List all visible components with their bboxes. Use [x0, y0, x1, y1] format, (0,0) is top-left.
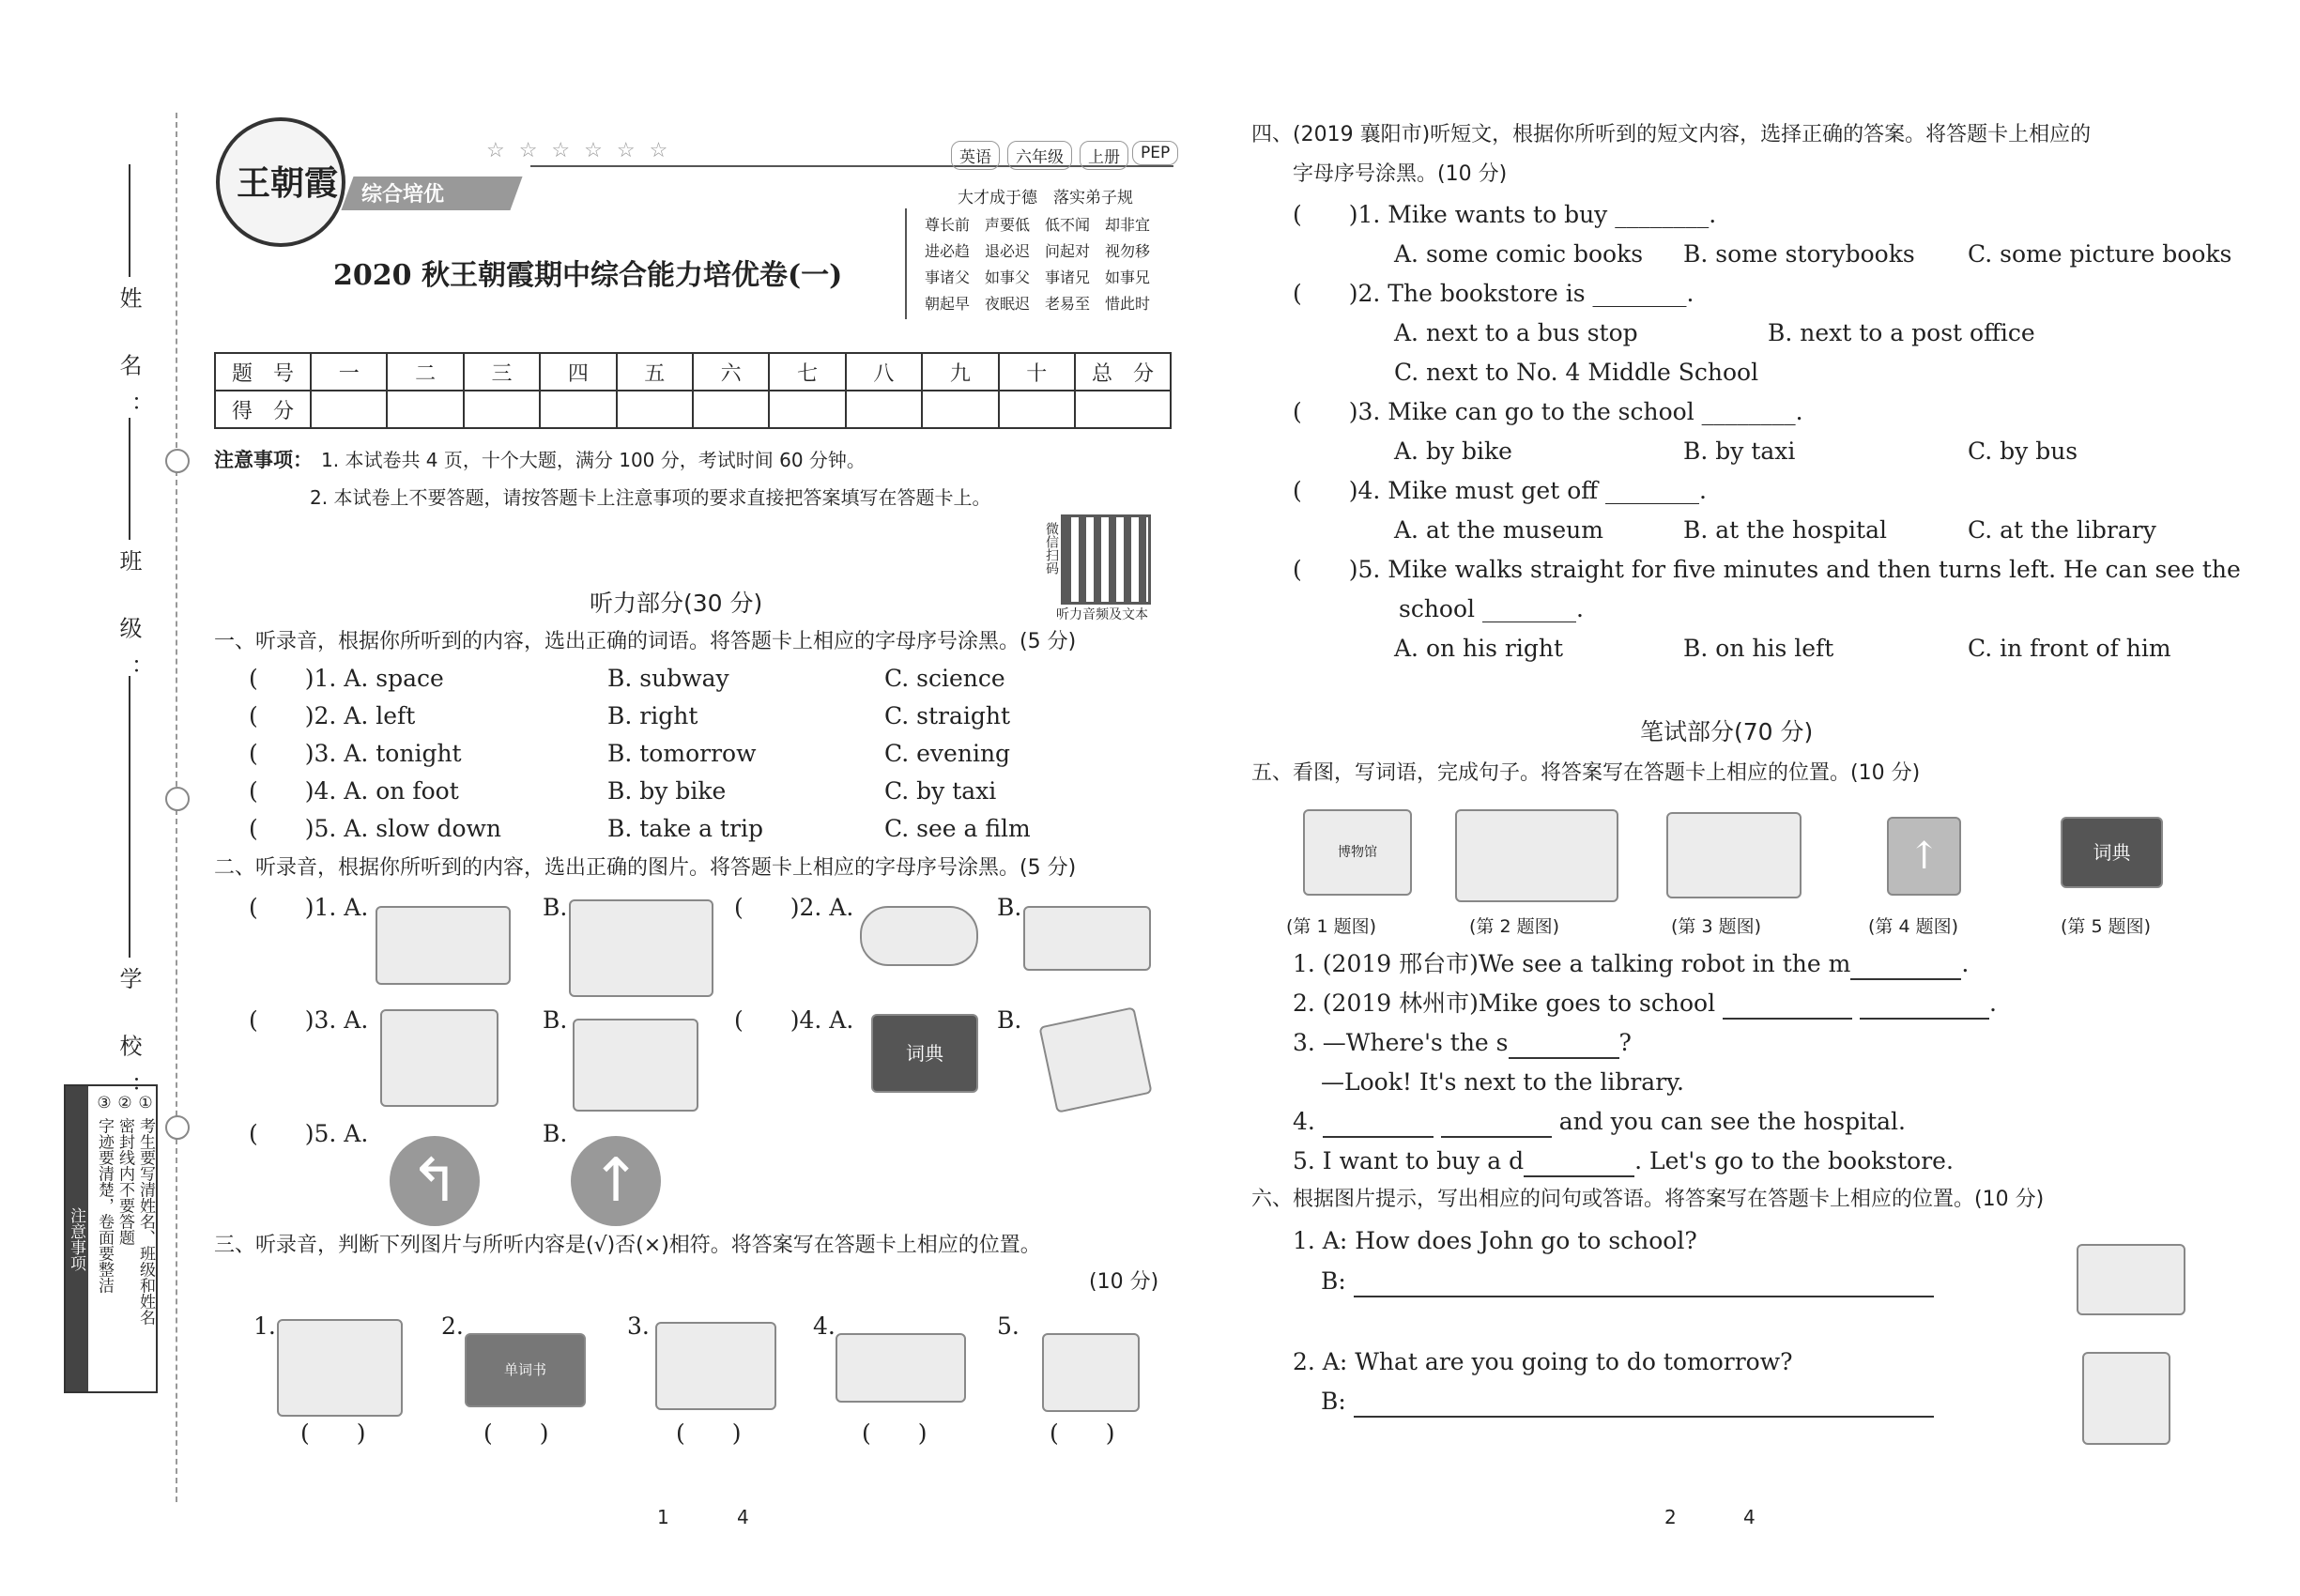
header-rule	[530, 165, 1173, 167]
s5-l3b: —Look! It's next to the library.	[1321, 1068, 1684, 1096]
score-table-header-row	[215, 353, 1171, 391]
verse-rule	[905, 208, 907, 319]
s5-l4-num: 4.	[1293, 1108, 1315, 1135]
s4-option: B. some storybooks	[1683, 240, 1915, 268]
answer-blank[interactable]	[1860, 990, 1989, 1020]
s3-num: 2.	[441, 1312, 464, 1340]
name-line[interactable]	[129, 164, 130, 277]
page-total: 4	[1743, 1506, 1756, 1528]
s4-option: A. on his right	[1394, 635, 1564, 662]
s3-num: 1.	[253, 1312, 276, 1340]
tag-term: 上册	[1080, 141, 1128, 170]
s1-option: C. straight	[884, 702, 1011, 729]
tag-edition: PEP	[1132, 141, 1178, 165]
score-input-cell[interactable]	[464, 391, 540, 428]
dictionary-picture: 词典	[871, 1014, 978, 1093]
town-map-picture	[569, 899, 713, 997]
s1-option: C. science	[884, 665, 1005, 692]
section-1-title: 一、听录音，根据你所听到的内容，选出正确的词语。将答题卡上相应的字母序号涂黑。(5 分)	[214, 630, 1077, 653]
verse-line: 尊长前 声要低 低不闻 却非宜	[925, 216, 1151, 234]
score-cell: 十	[999, 353, 1075, 391]
score-cell: 五	[617, 353, 693, 391]
word-books-picture: 单词书	[465, 1333, 586, 1407]
page-number: 2	[1664, 1506, 1677, 1528]
s2-q1: ( )1. A.	[249, 894, 369, 921]
ship-picture	[1023, 906, 1151, 971]
s4-option: B. on his left	[1683, 635, 1834, 662]
s4-option: B. by taxi	[1683, 437, 1796, 465]
score-input-cell[interactable]	[846, 391, 922, 428]
section-3-points: (10 分)	[1089, 1270, 1159, 1294]
answer-line[interactable]	[1354, 1267, 1934, 1297]
score-cell: 七	[769, 353, 845, 391]
score-input-cell[interactable]	[540, 391, 616, 428]
s6-q1-b	[1321, 1267, 1934, 1297]
notice-line-1: 1. 本试卷共 4 页，十个大题，满分 100 分，考试时间 60 分钟。	[321, 449, 866, 471]
park-picture	[655, 1322, 776, 1410]
answer-blank[interactable]	[1723, 990, 1852, 1020]
section-6-title: 六、根据图片提示，写出相应的问句或答语。将答案写在答题卡上相应的位置。(10 分)	[1251, 1188, 2045, 1211]
caption: (第 1 题图)	[1286, 916, 1376, 937]
score-input-cell[interactable]	[693, 391, 769, 428]
notice-line-2: 2. 本试卷上不要答题，请按答题卡上注意事项的要求直接把答案填写在答题卡上。	[310, 486, 991, 509]
qr-caption: 听力音频及文本	[1056, 607, 1148, 622]
cycling-picture	[573, 1019, 698, 1112]
school-label: 学 校：	[115, 967, 142, 1117]
taxi-picture	[1042, 1333, 1140, 1412]
s6-b-label: B:	[1321, 1267, 1346, 1295]
page-title: 2020 秋王朝霞期中综合能力培优卷(一)	[333, 259, 843, 292]
verse-line: 朝起早 夜眠迟 老易至 惜此时	[925, 295, 1151, 313]
s3-answer-paren[interactable]: ( )	[676, 1420, 742, 1447]
s1-option: C. see a film	[884, 815, 1031, 842]
score-input-cell[interactable]	[617, 391, 693, 428]
margin-note: ② 密封线内不要答题	[115, 1094, 134, 1246]
s3-num: 4.	[813, 1312, 836, 1340]
s2-q4: ( )4. A.	[734, 1006, 854, 1034]
caption: (第 3 题图)	[1671, 916, 1761, 937]
cinema-picture	[2082, 1352, 2170, 1445]
s4-option: C. some picture books	[1968, 240, 2232, 268]
score-table	[214, 352, 1172, 429]
s3-answer-paren[interactable]: ( )	[300, 1420, 366, 1447]
score-input-cell[interactable]	[1075, 391, 1171, 428]
page-total: 4	[737, 1506, 749, 1528]
map-picture	[836, 1333, 966, 1403]
s4-option: B. at the hospital	[1683, 516, 1887, 544]
s4-q5-cont: school ________.	[1399, 595, 1584, 622]
house-picture	[376, 906, 511, 985]
margin-notes-body	[94, 1094, 156, 1325]
section-5-title: 五、看图，写词语，完成句子。将答案写在答题卡上相应的位置。(10 分)	[1251, 761, 1921, 785]
tag-subject: 英语	[951, 141, 1000, 170]
page-number: 1	[657, 1506, 669, 1528]
s4-option: C. by bus	[1968, 437, 2078, 465]
s2-option-b: B.	[543, 1006, 568, 1034]
s1-item-2: ( )2. A. left	[249, 702, 416, 729]
s1-option: C. evening	[884, 740, 1011, 767]
s5-l4	[1293, 1108, 1906, 1138]
score-input-cell[interactable]	[999, 391, 1075, 428]
s2-option-b: B.	[543, 894, 568, 921]
answer-blank[interactable]	[1524, 1147, 1634, 1177]
class-line[interactable]	[129, 418, 130, 540]
straight-road-icon: ↑	[1887, 817, 1961, 896]
margin-note: ① 考生要写清姓名、班级和姓名	[136, 1094, 155, 1326]
s4-option: A. at the museum	[1394, 516, 1603, 544]
s5-l4-text: and you can see the hospital.	[1558, 1108, 1906, 1135]
s5-l1-text: 1. (2019 邢台市)We see a talking robot in the m	[1293, 950, 1851, 977]
brand-logo-text: 王朝霞	[237, 164, 339, 203]
binding-hole	[165, 1115, 190, 1140]
s1-option: C. by taxi	[884, 777, 997, 805]
s3-num: 3.	[627, 1312, 650, 1340]
s6-q2: 2. A: What are you going to do tomorrow?	[1293, 1348, 1793, 1375]
section-4-title: 四、(2019 襄阳市)听短文，根据你所听到的短文内容，选择正确的答案。将答题卡上相应的	[1251, 123, 2092, 146]
turn-left-icon: ↰	[390, 1136, 480, 1226]
s2-option-b: B.	[997, 894, 1022, 921]
class-label: 班 级：	[115, 549, 142, 699]
section-2-title: 二、听录音，根据你所听到的内容，选出正确的图片。将答题卡上相应的字母序号涂黑。(5 分)	[214, 856, 1077, 880]
s4-option: C. at the library	[1968, 516, 2156, 544]
s5-l2: 2. (2019 林州市)Mike goes to school .	[1293, 990, 1997, 1020]
go-straight-icon: ↑	[571, 1136, 661, 1226]
binding-hole	[165, 787, 190, 811]
score-input-cell[interactable]	[387, 391, 463, 428]
caption: (第 2 题图)	[1469, 916, 1559, 937]
dictionary-picture: 词典	[2061, 817, 2163, 888]
s4-q4: ( )4. Mike must get off ________.	[1293, 477, 1707, 504]
s4-option: C. next to No. 4 Middle School	[1394, 359, 1759, 386]
qr-code[interactable]	[1061, 514, 1151, 605]
margin-notes	[64, 1084, 158, 1393]
score-cell: 题 号	[215, 353, 311, 391]
difficulty-stars: ☆ ☆ ☆ ☆ ☆ ☆	[486, 139, 672, 162]
s2-option-b: B.	[543, 1120, 568, 1147]
writing-title: 笔试部分(70 分)	[1640, 718, 1814, 745]
family-walk-picture	[277, 1319, 403, 1417]
s2-q2: ( )2. A.	[734, 894, 854, 921]
s6-q2-b	[1321, 1388, 1934, 1418]
boy-walking-picture	[1455, 809, 1618, 902]
s2-q5: ( )5. A.	[249, 1120, 369, 1147]
answer-blank[interactable]	[1850, 950, 1961, 980]
s5-l1: 1. (2019 邢台市)We see a talking robot in the m .	[1293, 950, 1969, 980]
score-input-cell[interactable]	[922, 391, 998, 428]
verse-line: 进必趋 退必迟 问起对 视勿移	[925, 242, 1151, 260]
tag-grade: 六年级	[1007, 141, 1072, 170]
section-4-title-cont: 字母序号涂黑。(10 分)	[1293, 162, 1508, 186]
section-3-title: 三、听录音，判断下列图片与所听内容是(√)否(×)相符。将答案写在答题卡上相应的位置。	[214, 1234, 1041, 1257]
s1-item-3: ( )3. A. tonight	[249, 740, 462, 767]
s4-q1: ( )1. Mike wants to buy ________.	[1293, 201, 1717, 228]
score-cell: 三	[464, 353, 540, 391]
shopping-picture	[380, 1009, 498, 1107]
s5-l3: 3. —Where's the s ?	[1293, 1029, 1632, 1059]
s1-item-5: ( )5. A. slow down	[249, 815, 502, 842]
caption: (第 4 题图)	[1868, 916, 1958, 937]
s6-b-label: B:	[1321, 1388, 1346, 1415]
museum-picture: 博物馆	[1303, 809, 1412, 896]
margin-note: ③ 字迹要清楚，卷面要整洁	[95, 1094, 114, 1294]
score-cell: 六	[693, 353, 769, 391]
s1-option: B. right	[607, 702, 698, 729]
answer-blank[interactable]	[1509, 1029, 1619, 1059]
score-cell: 总 分	[1075, 353, 1171, 391]
score-input-cell[interactable]	[311, 391, 387, 428]
qr-side-text: 微信扫码	[1044, 522, 1059, 575]
s3-num: 5.	[997, 1312, 1020, 1340]
s5-l3-text: 3. —Where's the s	[1293, 1029, 1509, 1056]
s4-option: C. in front of him	[1968, 635, 2171, 662]
s3-answer-paren[interactable]: ( )	[483, 1420, 549, 1447]
s1-option: B. by bike	[607, 777, 727, 805]
s4-q2: ( )2. The bookstore is ________.	[1293, 280, 1694, 307]
score-cell: 九	[922, 353, 998, 391]
score-cell: 四	[540, 353, 616, 391]
s5-l5-text: 5. I want to buy a d	[1293, 1147, 1525, 1174]
brand-logo	[216, 117, 345, 247]
s5-l5	[1293, 1147, 1954, 1177]
caption: (第 5 题图)	[2061, 916, 2151, 937]
s1-option: B. tomorrow	[607, 740, 757, 767]
s3-answer-paren[interactable]: ( )	[1050, 1420, 1115, 1447]
score-cell: 一	[311, 353, 387, 391]
s1-item-4: ( )4. A. on foot	[249, 777, 459, 805]
score-cell: 八	[846, 353, 922, 391]
score-label-cell: 得 分	[215, 391, 311, 428]
verses	[925, 212, 1150, 317]
score-cell: 二	[387, 353, 463, 391]
s4-q3: ( )3. Mike can go to the school ________.	[1293, 398, 1803, 425]
name-label: 姓 名：	[115, 286, 142, 437]
s5-l2-text: 2. (2019 林州市)Mike goes to school	[1293, 990, 1716, 1017]
answer-blank[interactable]	[1441, 1108, 1552, 1138]
answer-line[interactable]	[1354, 1388, 1934, 1418]
s3-answer-paren[interactable]: ( )	[862, 1420, 928, 1447]
s6-q1: 1. A: How does John go to school?	[1293, 1227, 1697, 1254]
s2-q3: ( )3. A.	[249, 1006, 369, 1034]
s4-option: A. some comic books	[1394, 240, 1644, 268]
s4-option: B. next to a post office	[1768, 319, 2035, 346]
margin-notes-title: 注意事项	[66, 1086, 88, 1391]
postcard-picture	[1038, 1006, 1152, 1113]
notice-label: 注意事项：	[214, 449, 313, 471]
score-input-cell[interactable]	[769, 391, 845, 428]
binding-hole	[165, 449, 190, 473]
brand-sub: 综合培优	[361, 183, 445, 207]
answer-blank[interactable]	[1323, 1108, 1434, 1138]
s2-option-b: B.	[997, 1006, 1022, 1034]
s4-q5: ( )5. Mike walks straight for five minutes and then turns left. He can see the	[1293, 556, 2241, 583]
s1-option: B. subway	[607, 665, 729, 692]
listening-title: 听力部分(30 分)	[590, 590, 763, 617]
plane-picture	[860, 906, 978, 966]
verse-line: 事诸父 如事父 事诸兄 如事兄	[925, 269, 1151, 286]
motto: 大才成于德 落实弟子规	[958, 189, 1133, 207]
score-table-score-row	[215, 391, 1171, 428]
s5-l5-tail: . Let's go to the bookstore.	[1634, 1147, 1954, 1174]
s1-option: B. take a trip	[607, 815, 763, 842]
school-line[interactable]	[129, 676, 130, 958]
s1-item-1: ( )1. A. space	[249, 665, 444, 692]
school-picture	[1666, 812, 1802, 898]
s4-option: A. by bike	[1394, 437, 1512, 465]
s4-option: A. next to a bus stop	[1394, 319, 1638, 346]
bus-picture	[2077, 1244, 2185, 1315]
